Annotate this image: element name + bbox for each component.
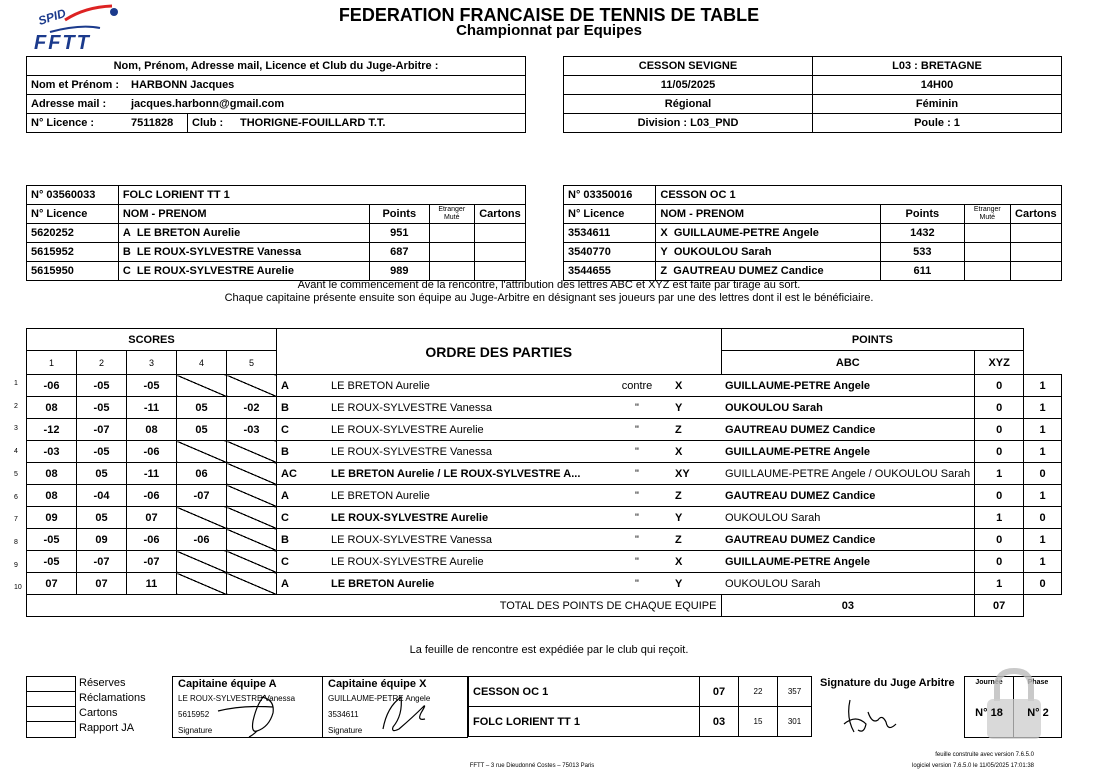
page-title: FEDERATION FRANCAISE DE TENNIS DE TABLE: [338, 5, 760, 25]
player-a-letter: AC: [277, 463, 328, 485]
result-team: CESSON OC 1: [469, 677, 700, 707]
set-score: [177, 441, 227, 463]
team-a-player-row: [27, 243, 526, 262]
game-number: 10: [14, 584, 22, 592]
captain-a-box: [172, 676, 323, 738]
player-name-cell: [656, 243, 880, 262]
checklist-label: Réserves: [79, 677, 126, 689]
set-score: [177, 573, 227, 595]
game-xyz-points: 1: [1024, 551, 1062, 573]
game-abc-points: 0: [975, 397, 1024, 419]
team-x-number: N° 03350016: [564, 186, 656, 205]
player-foreign: [964, 224, 1010, 243]
player-points: 1432: [880, 224, 964, 243]
team-a-col-points: Points: [370, 205, 430, 224]
player-name: OUKOULOU Sarah: [673, 246, 772, 258]
player-foreign: [429, 243, 474, 262]
lock-icon: [981, 665, 1047, 741]
match-division: Division : L03_PND: [564, 114, 813, 133]
player-licence: 5615950: [27, 262, 119, 281]
player-licence: 3540770: [564, 243, 656, 262]
player-licence: 3544655: [564, 262, 656, 281]
game-xyz-points: 1: [1024, 441, 1062, 463]
player-a-name: LE ROUX-SYLVESTRE Aurelie: [327, 507, 603, 529]
set-score: [227, 551, 277, 573]
player-name: LE BRETON Aurelie: [136, 227, 241, 239]
team-x-player-row: [564, 224, 1062, 243]
versus-marker: ": [603, 507, 671, 529]
player-name: GAUTREAU DUMEZ Candice: [673, 265, 824, 277]
game-abc-points: 0: [975, 441, 1024, 463]
player-cards: [1010, 262, 1061, 281]
captain-x-name: GUILLAUME-PETRE Angele: [328, 694, 431, 703]
versus-marker: ": [603, 485, 671, 507]
player-a-letter: C: [277, 551, 328, 573]
team-a-table: [26, 185, 526, 281]
player-name-cell: [118, 262, 369, 281]
player-a-letter: B: [277, 529, 328, 551]
games-table: [26, 328, 1062, 617]
game-xyz-points: 1: [1024, 397, 1062, 419]
page-subtitle: Championnat par Equipes: [456, 22, 642, 39]
team-x-col-points: Points: [880, 205, 964, 224]
team-a-col-licence: N° Licence: [27, 205, 119, 224]
set-label: 3: [127, 351, 177, 375]
set-score: [227, 573, 277, 595]
set-score: -06: [127, 441, 177, 463]
game-row: [27, 463, 1062, 485]
checklist-label: Réclamations: [79, 692, 146, 704]
player-x-letter: X: [671, 551, 721, 573]
logo-spid-text: SPID: [36, 6, 68, 28]
player-x-letter: Z: [671, 529, 721, 551]
game-number: 9: [14, 561, 18, 569]
player-a-name: LE BRETON Aurelie / LE ROUX-SYLVESTRE A...: [327, 463, 603, 485]
player-x-name: GUILLAUME-PETRE Angele: [721, 551, 975, 573]
player-letter: Z: [660, 265, 668, 277]
draw-notice-line-1: Avant le commencement de la rencontre, l'attribution des lettres ABC et XYZ est faite par tirage au sort.: [297, 279, 801, 291]
game-xyz-points: 0: [1024, 463, 1062, 485]
player-a-name: LE ROUX-SYLVESTRE Vanessa: [327, 529, 603, 551]
referee-mail: jacques.harbonn@gmail.com: [127, 95, 526, 114]
set-score: -03: [27, 441, 77, 463]
set-score: -06: [127, 529, 177, 551]
team-a-name: FOLC LORIENT TT 1: [118, 186, 525, 205]
referee-heading: Nom, Prénom, Adresse mail, Licence et Club du Juge-Arbitre :: [27, 57, 526, 76]
set-score: -07: [77, 419, 127, 441]
team-a-player-row: [27, 262, 526, 281]
match-venue: CESSON SEVIGNE: [564, 57, 813, 76]
player-x-name: OUKOULOU Sarah: [721, 507, 975, 529]
set-score: 07: [77, 573, 127, 595]
set-score: 07: [27, 573, 77, 595]
player-x-name: GUILLAUME-PETRE Angele / OUKOULOU Sarah: [721, 463, 975, 485]
journee-value: N° 18: [975, 707, 1003, 719]
captain-a-signature-icon: [213, 691, 293, 737]
result-sets: 15: [739, 707, 778, 737]
captain-x-licence: 3534611: [328, 710, 359, 719]
abc-heading: ABC: [721, 351, 975, 375]
set-score: [177, 551, 227, 573]
game-abc-points: 1: [975, 573, 1024, 595]
player-letter: B: [122, 246, 131, 258]
player-licence: 3534611: [564, 224, 656, 243]
team-x-table: [563, 185, 1062, 281]
player-x-letter: Y: [671, 397, 721, 419]
set-score: 08: [27, 463, 77, 485]
game-abc-points: 1: [975, 507, 1024, 529]
set-score: -02: [227, 397, 277, 419]
set-label: 1: [27, 351, 77, 375]
checkbox-reclamations[interactable]: [26, 691, 76, 707]
player-cards: [474, 243, 525, 262]
player-x-name: GAUTREAU DUMEZ Candice: [721, 419, 975, 441]
journee-phase-box: [964, 676, 1062, 738]
team-a-player-row: [27, 224, 526, 243]
result-score: 03: [700, 707, 739, 737]
set-label: 2: [77, 351, 127, 375]
game-xyz-points: 1: [1024, 375, 1062, 397]
versus-marker: ": [603, 441, 671, 463]
player-a-letter: C: [277, 419, 328, 441]
player-a-letter: B: [277, 397, 328, 419]
set-label: 5: [227, 351, 277, 375]
player-name: LE ROUX-SYLVESTRE Vanessa: [136, 246, 302, 258]
referee-table: [26, 56, 526, 133]
player-a-letter: A: [277, 375, 328, 397]
game-abc-points: 0: [975, 529, 1024, 551]
set-score: -07: [127, 551, 177, 573]
team-x-col-foreign: [964, 205, 1010, 224]
set-score: [177, 507, 227, 529]
player-x-letter: Y: [671, 507, 721, 529]
match-info-table: [563, 56, 1062, 133]
team-x-name: CESSON OC 1: [656, 186, 1062, 205]
set-score: 05: [177, 397, 227, 419]
set-score: 08: [27, 397, 77, 419]
checkbox-cartons[interactable]: [26, 706, 76, 722]
match-poule: Poule : 1: [813, 114, 1062, 133]
team-x-player-row: [564, 243, 1062, 262]
game-row: [27, 573, 1062, 595]
set-score: -06: [127, 485, 177, 507]
captain-a-name: LE ROUX-SYLVESTRE Vanessa: [178, 694, 296, 703]
player-name-cell: [656, 224, 880, 243]
referee-signature-icon: [836, 694, 906, 740]
set-score: -05: [27, 529, 77, 551]
game-row: [27, 419, 1062, 441]
player-licence: 5615952: [27, 243, 119, 262]
game-number: 4: [14, 448, 18, 456]
set-score: -12: [27, 419, 77, 441]
game-xyz-points: 0: [1024, 507, 1062, 529]
games-body: [27, 375, 1062, 595]
player-foreign: [964, 243, 1010, 262]
player-a-letter: B: [277, 441, 328, 463]
player-points: 611: [880, 262, 964, 281]
captain-x-signature-icon: [373, 689, 443, 737]
player-a-name: LE ROUX-SYLVESTRE Vanessa: [327, 397, 603, 419]
set-score: 05: [177, 419, 227, 441]
mute-label: Muté: [979, 214, 996, 221]
team-x-player-row: [564, 262, 1062, 281]
set-score: [227, 529, 277, 551]
total-abc: 03: [721, 595, 975, 617]
points-heading: POINTS: [721, 329, 1024, 351]
player-x-letter: X: [671, 441, 721, 463]
player-foreign: [429, 262, 474, 281]
player-points: 989: [370, 262, 430, 281]
player-cards: [1010, 224, 1061, 243]
player-letter: Y: [660, 246, 668, 258]
set-score: 11: [127, 573, 177, 595]
set-score: -05: [77, 397, 127, 419]
player-x-name: GAUTREAU DUMEZ Candice: [721, 529, 975, 551]
phase-label: Phase: [1027, 679, 1049, 686]
player-x-letter: Z: [671, 419, 721, 441]
set-score: -05: [127, 375, 177, 397]
captain-a-heading: Capitaine équipe A: [178, 678, 277, 690]
player-points: 951: [370, 224, 430, 243]
set-score: [227, 485, 277, 507]
checklist-label: Rapport JA: [79, 722, 135, 734]
total-xyz: 07: [975, 595, 1024, 617]
set-score: -04: [77, 485, 127, 507]
address-line: FFTT – 3 rue Dieudonné Costes – 75013 Paris: [469, 763, 595, 769]
game-abc-points: 0: [975, 485, 1024, 507]
game-abc-points: 0: [975, 551, 1024, 573]
set-score: -05: [77, 375, 127, 397]
game-row: [27, 441, 1062, 463]
player-a-name: LE ROUX-SYLVESTRE Aurelie: [327, 551, 603, 573]
set-score: [177, 375, 227, 397]
captain-a-licence: 5615952: [178, 710, 210, 719]
team-x-col-cards: Cartons: [1010, 205, 1061, 224]
team-a-col-name: NOM - PRENOM: [118, 205, 369, 224]
player-x-name: OUKOULOU Sarah: [721, 573, 975, 595]
player-name-cell: [656, 262, 880, 281]
game-number: 7: [14, 516, 18, 524]
player-x-letter: XY: [671, 463, 721, 485]
set-score: -06: [27, 375, 77, 397]
game-abc-points: 1: [975, 463, 1024, 485]
set-score: 05: [77, 507, 127, 529]
referee-mail-label: Adresse mail :: [27, 95, 128, 114]
checkbox-rapport[interactable]: [26, 721, 76, 738]
game-number: 5: [14, 470, 18, 478]
set-score: 07: [127, 507, 177, 529]
player-a-name: LE ROUX-SYLVESTRE Aurelie: [327, 419, 603, 441]
set-score: -05: [77, 441, 127, 463]
game-xyz-points: 1: [1024, 529, 1062, 551]
version-line-2: logiciel version 7.6.5.0 le 11/05/2025 17:01:38: [912, 763, 1034, 769]
result-points: 301: [778, 707, 812, 737]
scores-heading: SCORES: [27, 329, 277, 351]
game-abc-points: 0: [975, 419, 1024, 441]
game-number: 6: [14, 493, 18, 501]
player-points: 533: [880, 243, 964, 262]
draw-notice: [0, 279, 1098, 305]
versus-marker: ": [603, 529, 671, 551]
game-number: 3: [14, 425, 18, 433]
player-name-cell: [118, 224, 369, 243]
result-team: FOLC LORIENT TT 1: [469, 707, 700, 737]
player-x-name: GAUTREAU DUMEZ Candice: [721, 485, 975, 507]
player-x-name: GUILLAUME-PETRE Angele: [721, 441, 975, 463]
set-score: -07: [77, 551, 127, 573]
player-a-letter: C: [277, 507, 328, 529]
checkbox-reserves[interactable]: [26, 676, 76, 692]
referee-licence: 7511828: [127, 114, 188, 133]
versus-marker: ": [603, 573, 671, 595]
game-row: [27, 551, 1062, 573]
player-a-name: LE ROUX-SYLVESTRE Vanessa: [327, 441, 603, 463]
set-score: -07: [177, 485, 227, 507]
player-letter: A: [122, 227, 131, 239]
result-score: 07: [700, 677, 739, 707]
referee-name-label: Nom et Prénom :: [27, 76, 128, 95]
player-a-name: LE BRETON Aurelie: [327, 485, 603, 507]
player-a-letter: A: [277, 485, 328, 507]
player-a-name: LE BRETON Aurelie: [327, 573, 603, 595]
game-row: [27, 529, 1062, 551]
versus-marker: ": [603, 397, 671, 419]
player-cards: [474, 224, 525, 243]
player-foreign: [429, 224, 474, 243]
set-score: 08: [127, 419, 177, 441]
game-xyz-points: 0: [1024, 573, 1062, 595]
checklist-label: Cartons: [79, 707, 118, 719]
player-letter: C: [122, 265, 131, 277]
match-league: L03 : BRETAGNE: [813, 57, 1062, 76]
player-a-letter: A: [277, 573, 328, 595]
player-x-letter: X: [671, 375, 721, 397]
logo-fftt-text: FFTT: [34, 32, 91, 54]
result-sets: 22: [739, 677, 778, 707]
game-number: 1: [14, 380, 18, 387]
referee-name: HARBONN Jacques: [127, 76, 526, 95]
set-score: -03: [227, 419, 277, 441]
player-x-letter: Z: [671, 485, 721, 507]
versus-marker: ": [603, 463, 671, 485]
player-a-name: LE BRETON Aurelie: [327, 375, 603, 397]
versus-marker: ": [603, 419, 671, 441]
versus-marker: contre: [603, 375, 671, 397]
referee-club: THORIGNE-FOUILLARD T.T.: [236, 114, 526, 133]
team-x-col-name: NOM - PRENOM: [656, 205, 880, 224]
set-label: 4: [177, 351, 227, 375]
match-level: Régional: [564, 95, 813, 114]
match-date: 11/05/2025: [564, 76, 813, 95]
player-points: 687: [370, 243, 430, 262]
game-row: [27, 485, 1062, 507]
set-score: [227, 375, 277, 397]
captain-x-box: [322, 676, 468, 738]
captain-a-sig-label: Signature: [178, 726, 213, 735]
team-a-col-foreign: [429, 205, 474, 224]
sent-note: La feuille de rencontre est expédiée par le club qui reçoit.: [409, 644, 689, 656]
set-score: -06: [177, 529, 227, 551]
referee-signature-heading: Signature du Juge Arbitre: [820, 677, 955, 689]
match-gender: Féminin: [813, 95, 1062, 114]
set-score: -11: [127, 397, 177, 419]
player-cards: [474, 262, 525, 281]
foreign-label: Etranger: [973, 206, 1001, 213]
set-score: 08: [27, 485, 77, 507]
set-score: 05: [77, 463, 127, 485]
player-licence: 5620252: [27, 224, 119, 243]
totals-label: TOTAL DES POINTS DE CHAQUE EQUIPE: [27, 595, 722, 617]
set-score: 06: [177, 463, 227, 485]
journee-label: Journée: [975, 679, 1003, 686]
xyz-heading: XYZ: [975, 351, 1024, 375]
result-points: 357: [778, 677, 812, 707]
game-number: 8: [14, 538, 18, 546]
set-score: -11: [127, 463, 177, 485]
game-number: 2: [14, 402, 18, 410]
set-score: [227, 441, 277, 463]
versus-marker: ": [603, 551, 671, 573]
set-score: [227, 463, 277, 485]
set-score: 09: [77, 529, 127, 551]
referee-licence-label: N° Licence :: [27, 114, 128, 133]
team-a-col-cards: Cartons: [474, 205, 525, 224]
game-xyz-points: 1: [1024, 485, 1062, 507]
team-x-col-licence: N° Licence: [564, 205, 656, 224]
foreign-label: Etranger: [438, 206, 466, 213]
game-row: [27, 375, 1062, 397]
player-foreign: [964, 262, 1010, 281]
player-name-cell: [118, 243, 369, 262]
player-name: GUILLAUME-PETRE Angele: [673, 227, 819, 239]
team-a-number: N° 03560033: [27, 186, 119, 205]
set-score: -05: [27, 551, 77, 573]
game-row: [27, 507, 1062, 529]
match-time: 14H00: [813, 76, 1062, 95]
set-score: 09: [27, 507, 77, 529]
draw-notice-line-2: Chaque capitaine présente ensuite son équipe au Juge-Arbitre en désignant ses joueurs par une des lettres dont il est le bénéficiaire.: [224, 292, 874, 304]
game-row: [27, 397, 1062, 419]
phase-value: N° 2: [1027, 707, 1049, 719]
result-table: [468, 676, 812, 737]
mute-label: Muté: [443, 214, 460, 221]
referee-club-label: Club :: [188, 114, 237, 133]
player-x-name: OUKOULOU Sarah: [721, 397, 975, 419]
game-xyz-points: 1: [1024, 419, 1062, 441]
player-x-name: GUILLAUME-PETRE Angele: [721, 375, 975, 397]
captain-x-sig-label: Signature: [328, 726, 363, 735]
player-x-letter: Y: [671, 573, 721, 595]
checklist: [26, 676, 172, 738]
player-letter: X: [660, 227, 668, 239]
captain-x-heading: Capitaine équipe X: [328, 678, 427, 690]
set-score: [227, 507, 277, 529]
player-name: LE ROUX-SYLVESTRE Aurelie: [136, 265, 294, 277]
order-heading: ORDRE DES PARTIES: [277, 329, 722, 375]
version-line-1: feuille construite avec version 7.6.5.0: [935, 752, 1034, 758]
game-abc-points: 0: [975, 375, 1024, 397]
player-cards: [1010, 243, 1061, 262]
